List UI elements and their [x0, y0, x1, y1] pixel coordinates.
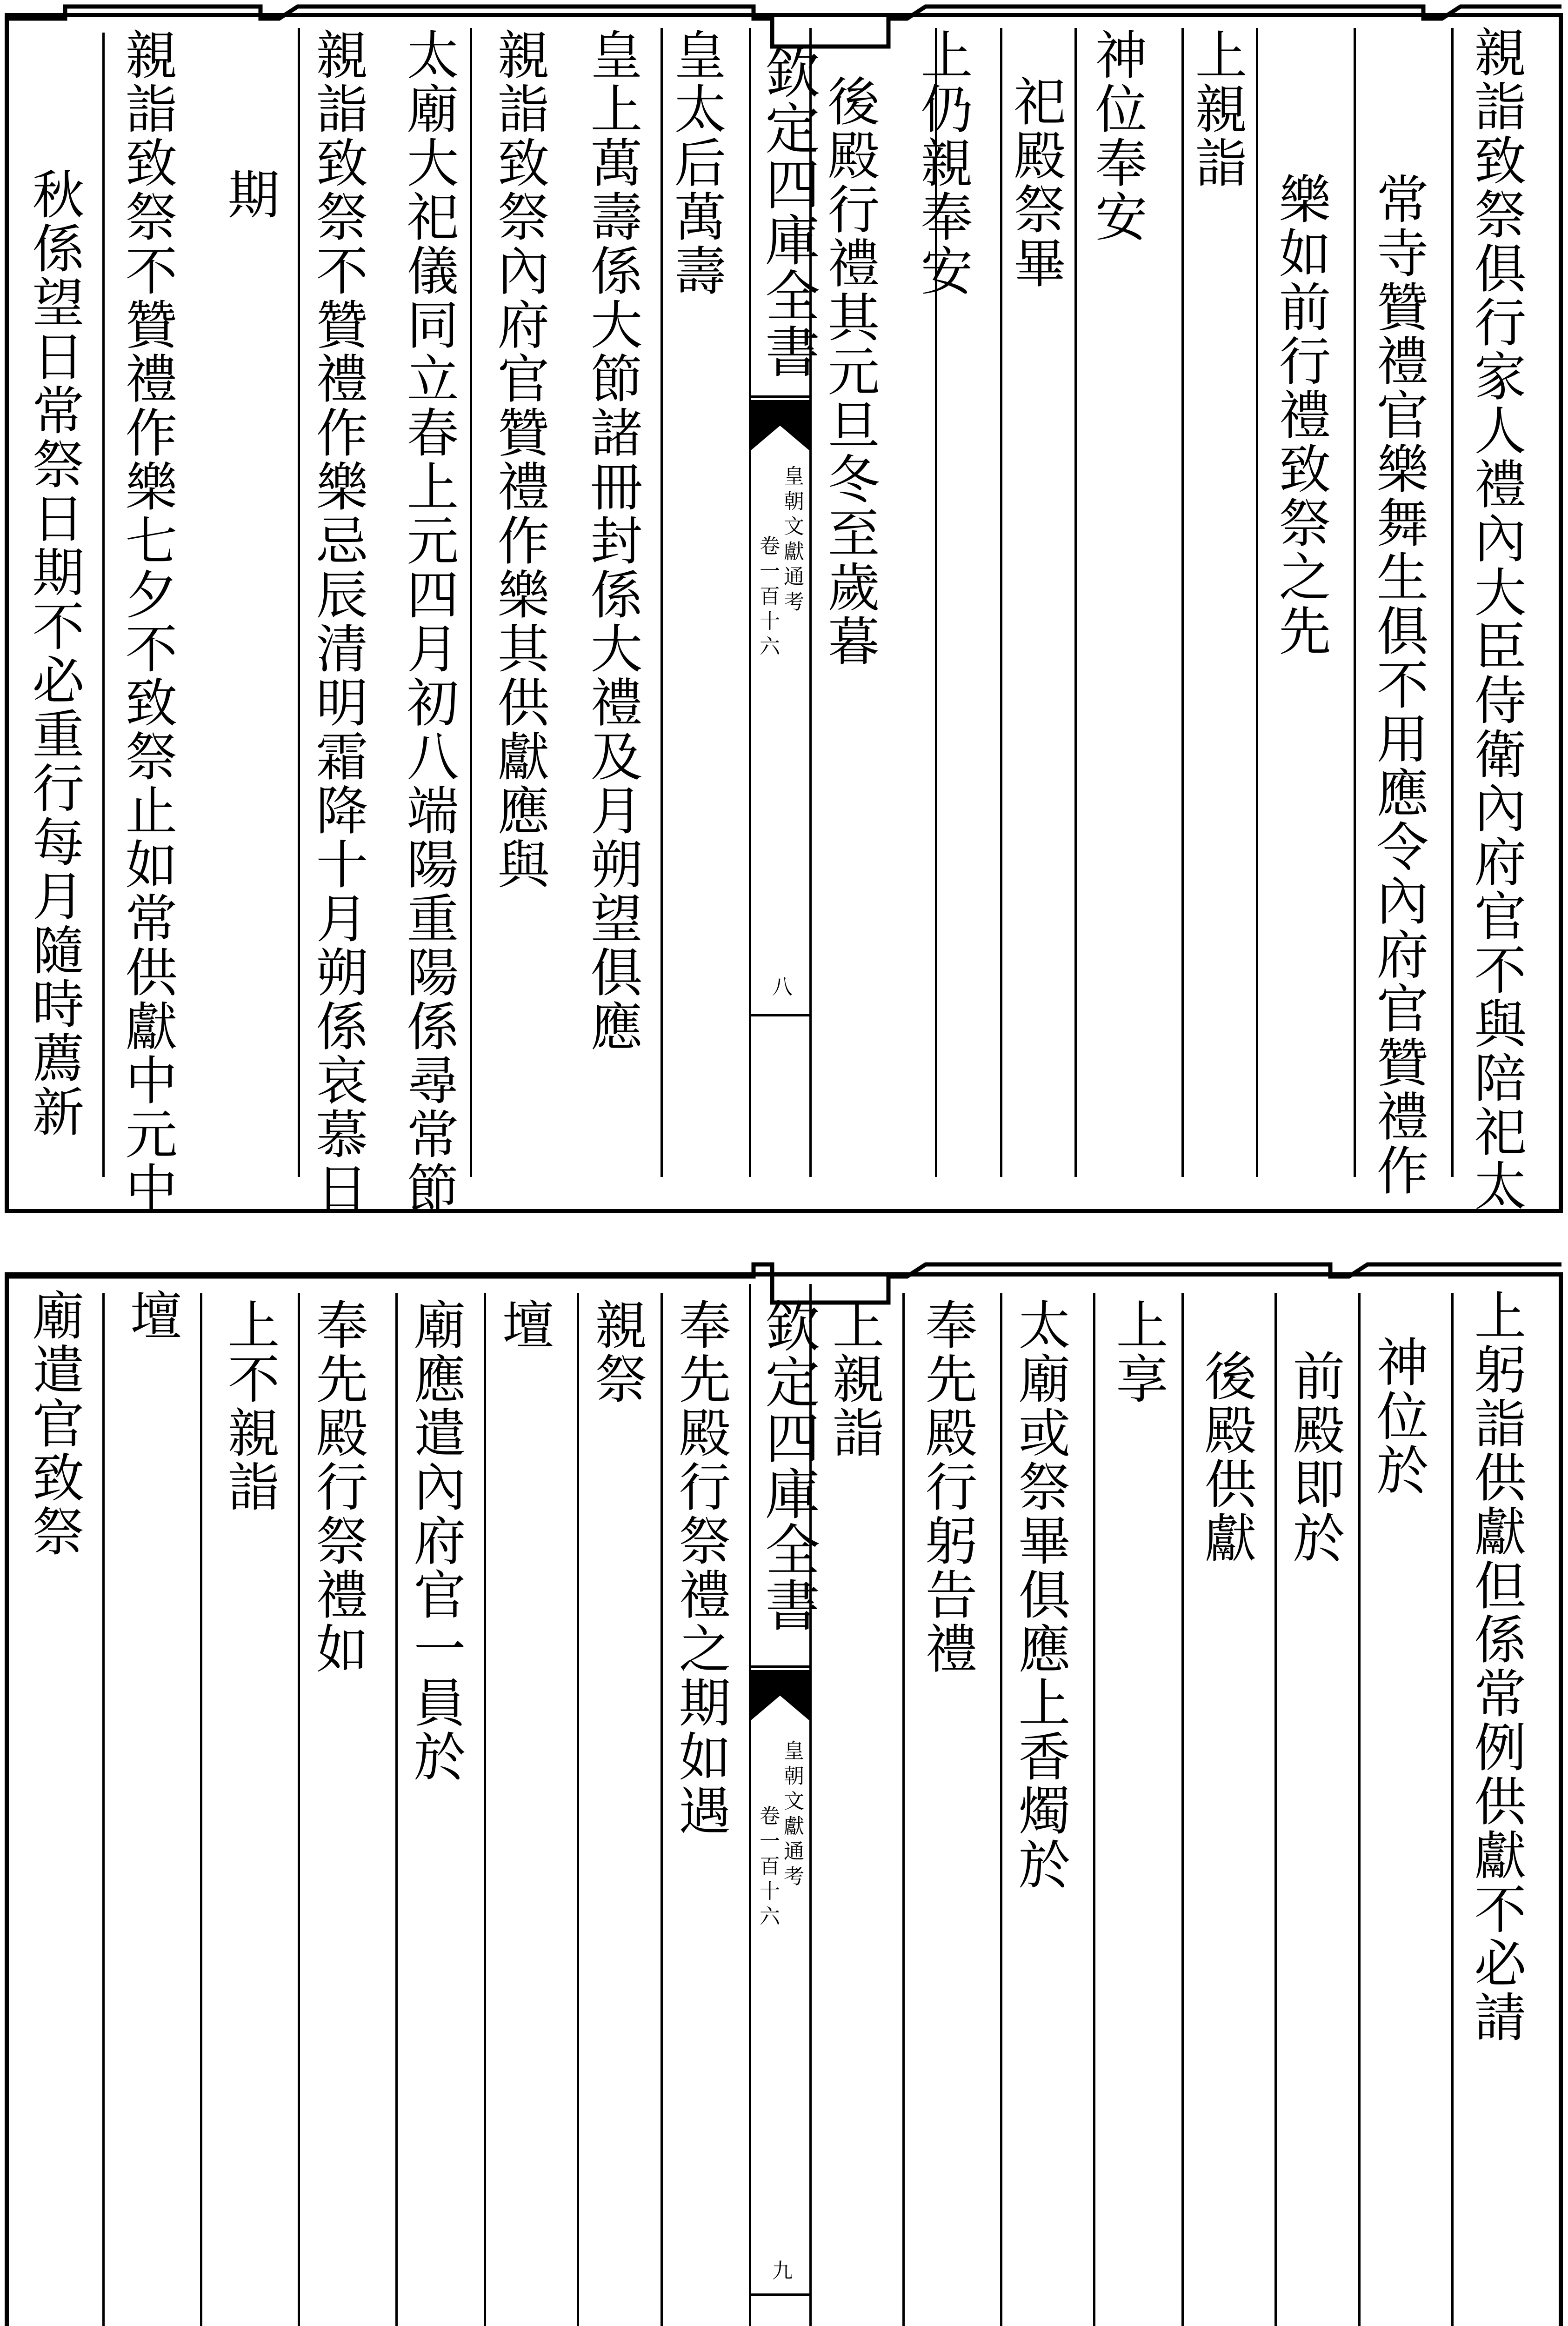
text-column: 皇太后萬壽 [666, 28, 726, 298]
column-rule [1256, 28, 1258, 1177]
column-rule [102, 1293, 105, 2326]
text-column: 神位於 [1368, 1335, 1428, 1497]
column-rule [1093, 1293, 1095, 2326]
column-rule [1000, 1293, 1002, 2326]
book-title-bottom: 欽定四庫全書 [756, 1298, 820, 1633]
text-column: 上親詣 [1187, 28, 1247, 190]
column-rule [298, 1293, 300, 2326]
text-column: 奉先殿行祭禮如 [307, 1298, 368, 1676]
column-rule [749, 28, 751, 1177]
text-column: 前殿即於 [1284, 1349, 1345, 1565]
text-column: 後殿行禮其元旦冬至歲暮 [819, 74, 880, 668]
column-rule [1451, 28, 1454, 1177]
column-rule [1181, 28, 1184, 1177]
column-rule [470, 28, 472, 1177]
volume-note-bottom: 卷一百十六 [756, 1805, 780, 1931]
column-rule [102, 33, 105, 1177]
column-rule [1000, 28, 1002, 1177]
column-rule [661, 1293, 663, 2326]
text-column: 上仍親奉安 [912, 28, 973, 298]
column-rule [1354, 28, 1356, 1177]
book-title-top: 欽定四庫全書 [756, 44, 820, 379]
column-rule [577, 1293, 579, 2326]
text-column: 祀殿祭畢 [1005, 74, 1066, 290]
text-column: 奉先殿行祭禮之期如遇 [670, 1298, 731, 1838]
text-column: 廟應遣內府官一員於 [405, 1298, 466, 1784]
text-column: 神位奉安 [1087, 28, 1147, 244]
column-rule [298, 28, 300, 1177]
text-column: 太廟或祭畢俱應上香燭於 [1010, 1298, 1070, 1892]
column-rule [395, 1293, 398, 2326]
source-note-top: 皇朝文獻通考 [780, 465, 804, 616]
fold-rule [750, 2293, 810, 2296]
text-column: 上享 [1108, 1298, 1168, 1406]
text-column: 太廟大祀儀同立春上元四月初八端陽重陽係尋常節 [398, 28, 459, 1215]
text-column: 上躬詣供獻但係常例供獻不必請 [1466, 1289, 1526, 2044]
text-column: 奉先殿行躬告禮 [917, 1298, 977, 1676]
leaf-number-bottom: 九 [772, 2259, 793, 2283]
fold-rule [750, 1014, 810, 1016]
text-column: 常寺贊禮官樂舞生俱不用應令內府官贊禮作 [1368, 172, 1428, 1197]
text-column: 樂如前行禮致祭之先 [1270, 172, 1331, 658]
text-column: 皇上萬壽係大節諸冊封係大禮及月朔望俱應 [582, 28, 642, 1053]
volume-note-top: 卷一百十六 [756, 535, 780, 661]
column-rule [1181, 1293, 1184, 2326]
text-column: 壇 [121, 1289, 182, 1343]
text-column: 後殿供獻 [1196, 1349, 1256, 1565]
fishtail-mark-top [750, 400, 810, 451]
text-column: 秋係望日常祭日期不必重行每月隨時薦新 [24, 167, 84, 1139]
text-column: 廟遣官致祭 [24, 1289, 84, 1558]
text-column: 上不親詣 [219, 1298, 280, 1514]
fold-rule [750, 1665, 810, 1668]
column-rule [1358, 1293, 1361, 2326]
text-column: 親詣致祭不贊禮作樂七夕不致祭止如常供獻中元中 [117, 28, 177, 1215]
source-note-bottom: 皇朝文獻通考 [780, 1740, 804, 1891]
column-rule [200, 1293, 202, 2326]
text-column: 期 [219, 167, 280, 221]
column-rule [749, 1284, 751, 2326]
column-rule [1274, 1293, 1277, 2326]
column-rule [1074, 28, 1077, 1177]
column-rule [661, 28, 663, 1177]
leaf-number-top: 八 [772, 975, 793, 999]
text-column: 上親詣 [824, 1298, 884, 1460]
fishtail-mark-bottom [750, 1670, 810, 1721]
column-rule [902, 1293, 905, 2326]
text-column: 壇 [494, 1298, 554, 1352]
text-column: 親詣致祭俱行家人禮內大臣侍衛內府官不與陪祀太 [1466, 26, 1526, 1213]
column-rule [1451, 1293, 1454, 2326]
column-rule [484, 1293, 486, 2326]
text-column: 親詣致祭內府官贊禮作樂其供獻應與 [489, 28, 549, 891]
text-column: 親詣致祭不贊禮作樂忌辰清明霜降十月朔係哀慕日 [307, 28, 368, 1215]
text-column: 親祭 [587, 1298, 647, 1406]
fold-rule [750, 395, 810, 398]
